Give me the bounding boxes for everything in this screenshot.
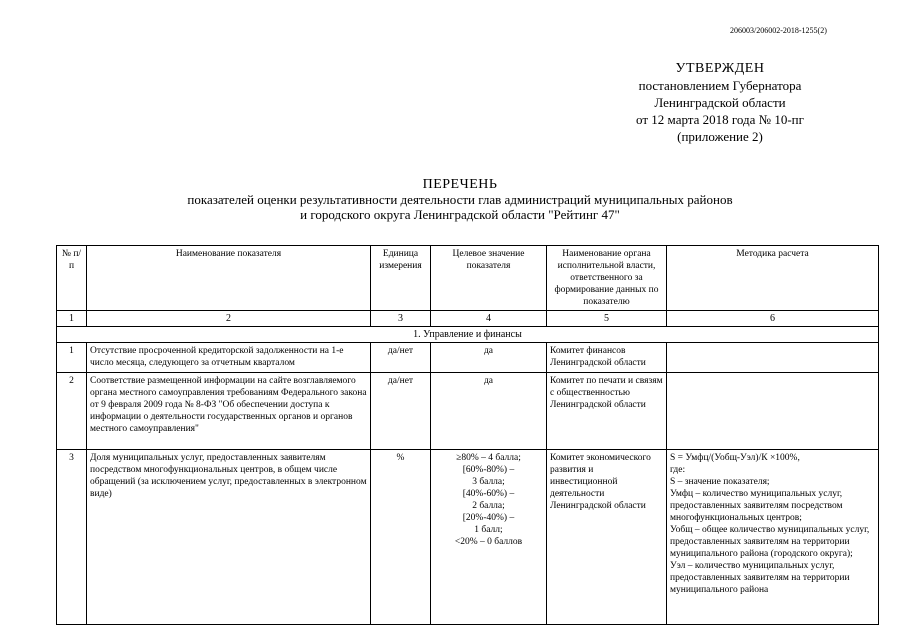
- target-line: [40%-60%) –: [462, 489, 515, 499]
- approval-line: (приложение 2): [677, 129, 763, 144]
- table-row: [57, 343, 879, 373]
- row-number: 3: [57, 450, 87, 625]
- method-line: S = Умфц/(Уобщ-Уэл)/К ×100%,: [670, 453, 800, 463]
- method-line: S – значение показателя;: [670, 477, 770, 487]
- indicator-name: Соответствие размещенной информации на сайте возглавляемого органа местного самоуправления требованиям Федерального закона от 9 февраля 2009 года № 8-ФЗ "Об обеспечении доступа к информации о деятельности государственных органов и органов местного самоуправления": [87, 373, 371, 450]
- target-line: 3 балла;: [472, 477, 505, 487]
- approval-line: Ленинградской области: [654, 95, 786, 110]
- header-cell: Методика расчета: [667, 246, 879, 311]
- column-number: 1: [57, 311, 87, 327]
- header-cell: Наименование показателя: [87, 246, 371, 311]
- agency-cell: Комитет по печати и связям с общественностью Ленинградской области: [547, 373, 667, 450]
- method-cell: [667, 343, 879, 373]
- row-number: 2: [57, 373, 87, 450]
- target-cell: [431, 373, 547, 450]
- indicator-name: Отсутствие просроченной кредиторской задолженности на 1-е число месяца, следующего за отчетным кварталом: [87, 343, 371, 373]
- approval-stamp: [560, 60, 880, 145]
- method-line: где:: [670, 465, 686, 475]
- title-line: и городского округа Ленинградской области "Рейтинг 47": [300, 207, 620, 222]
- method-cell: [667, 450, 879, 625]
- column-number: 6: [667, 311, 879, 327]
- section-title: 1. Управление и финансы: [57, 327, 879, 343]
- column-number: 2: [87, 311, 371, 327]
- target-line: [20%-40%) –: [462, 513, 515, 523]
- method-cell: [667, 373, 879, 450]
- agency-cell: Комитет финансов Ленинградской области: [547, 343, 667, 373]
- document-title: [100, 177, 820, 222]
- target-line: да: [483, 346, 494, 356]
- table-row: [57, 450, 879, 625]
- target-line: <20% – 0 баллов: [454, 537, 523, 547]
- column-number: 3: [371, 311, 431, 327]
- indicators-table: [56, 245, 879, 625]
- indicator-name: Доля муниципальных услуг, предоставленных заявителям посредством многофункциональных центров, в общем числе обращений (за исключением услуг, предоставленных в электронном виде): [87, 450, 371, 625]
- method-line: Умфц – количество муниципальных услуг, предоставленных заявителям посредством многофункциональных центров;: [670, 489, 843, 523]
- title-line: показателей оценки результативности деятельности глав администраций муниципальных районов: [187, 192, 733, 207]
- unit-cell: %: [371, 450, 431, 625]
- header-cell: Единица измерения: [371, 246, 431, 311]
- target-line: да: [483, 376, 494, 386]
- column-number: 4: [431, 311, 547, 327]
- target-cell: [431, 343, 547, 373]
- agency-cell: Комитет экономического развития и инвестиционной деятельности Ленинградской области: [547, 450, 667, 625]
- target-line: 2 балла;: [472, 501, 505, 511]
- target-cell: [431, 450, 547, 625]
- section-row: [57, 327, 879, 343]
- document-number: 206003/206002-2018-1255(2): [730, 26, 827, 35]
- row-number: 1: [57, 343, 87, 373]
- approval-line: от 12 марта 2018 года № 10-пг: [636, 112, 804, 127]
- table-header-row: [57, 246, 879, 311]
- method-line: Уэл – количество муниципальных услуг, предоставленных заявителям на территории муниципального района: [670, 561, 850, 595]
- header-cell: № п/п: [57, 246, 87, 311]
- header-cell: Наименование органа исполнительной власти, ответственного за формирование данных по показателю: [547, 246, 667, 311]
- target-line: ≥80% – 4 балла;: [456, 453, 521, 463]
- unit-cell: да/нет: [371, 343, 431, 373]
- target-line: 1 балл;: [474, 525, 503, 535]
- column-number: 5: [547, 311, 667, 327]
- header-cell: Целевое значение показателя: [431, 246, 547, 311]
- approval-heading: УТВЕРЖДЕН: [675, 61, 765, 76]
- column-number-row: [57, 311, 879, 327]
- unit-cell: да/нет: [371, 373, 431, 450]
- method-line: Уобщ – общее количество муниципальных услуг, предоставленных заявителям на территории муниципального района (городского округа);: [670, 525, 870, 559]
- title-main: ПЕРЕЧЕНЬ: [422, 177, 498, 192]
- target-line: [60%-80%) –: [462, 465, 515, 475]
- approval-line: постановлением Губернатора: [638, 78, 802, 93]
- table-row: [57, 373, 879, 450]
